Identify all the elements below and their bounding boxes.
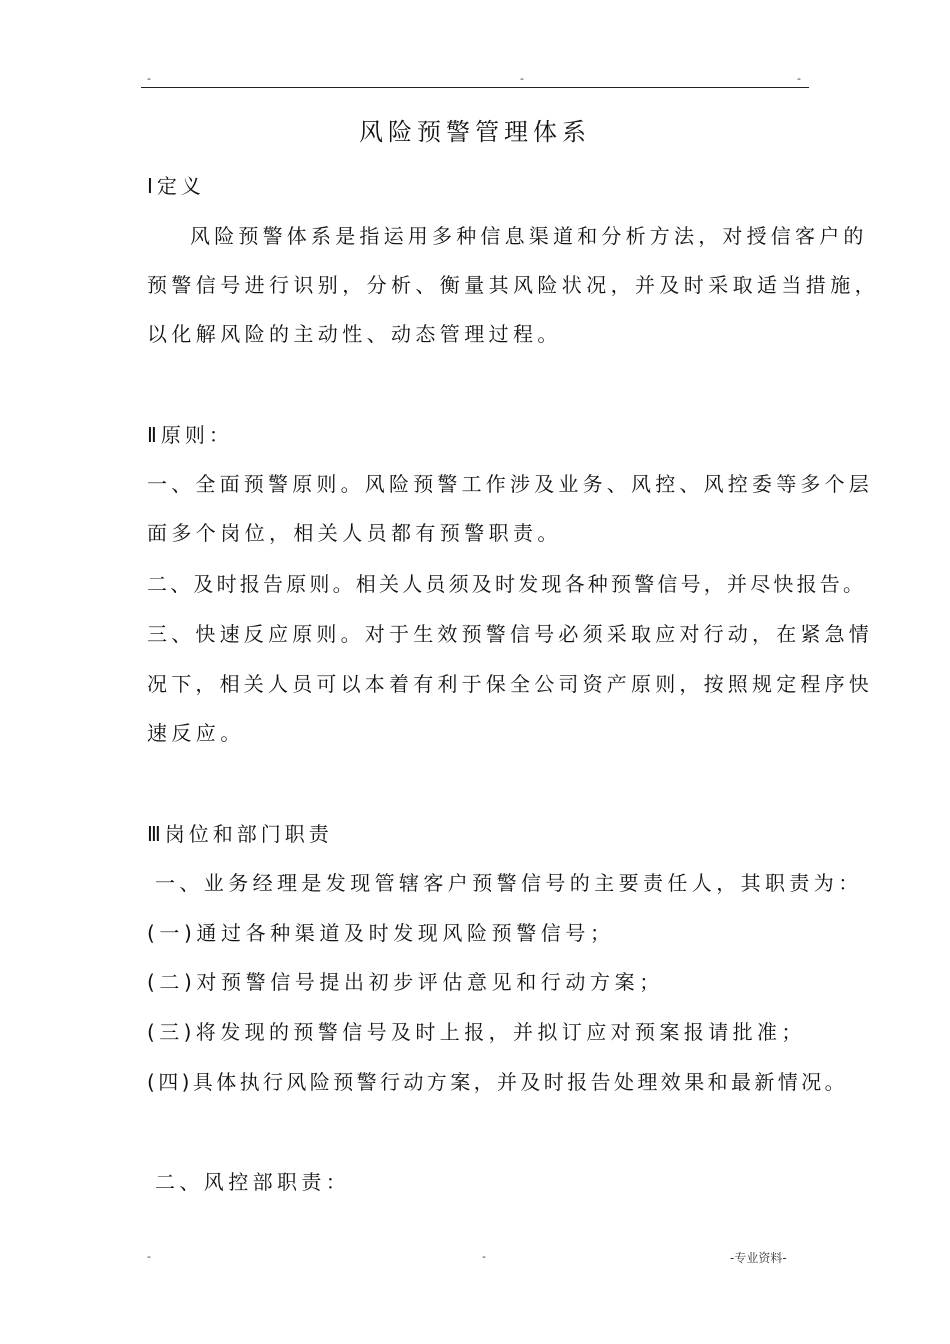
definition-line-1: 风险预警体系是指运用多种信息渠道和分析方法，对授信客户的 (190, 224, 868, 248)
definition-line-3: 以化解风险的主动性、动态管理过程。 (147, 322, 562, 346)
header-mark-center: - (520, 72, 524, 85)
principles-line-6: 速反应。 (147, 721, 245, 745)
header-rule (141, 87, 809, 88)
risk-dept-heading: 二、风控部职责： (155, 1170, 351, 1194)
principles-line-4: 三、快速反应原则。对于生效预警信号必须采取应对行动，在紧急情 (147, 622, 873, 646)
footer-mark-center: - (482, 1250, 486, 1263)
duties-heading: Ⅲ岗位和部门职责 (147, 822, 333, 846)
footer-mark-left: - (147, 1250, 151, 1263)
header-mark-right: - (797, 72, 801, 85)
duties-line-5: (四)具体执行风险预警行动方案，并及时报告处理效果和最新情况。 (147, 1070, 849, 1094)
principles-line-1: 一、全面预警原则。风险预警工作涉及业务、风控、风控委等多个层 (147, 472, 873, 496)
document-title: 风险预警管理体系 (359, 118, 591, 146)
duties-line-3: (二)对预警信号提出初步评估意见和行动方案； (147, 970, 664, 994)
principles-line-2: 面多个岗位，相关人员都有预警职责。 (147, 521, 562, 545)
definition-line-2: 预警信号进行识别，分析、衡量其风险状况，并及时采取适当措施， (147, 273, 879, 297)
footer-label: -专业资料- (730, 1251, 787, 1265)
definition-heading: Ⅰ定义 (147, 174, 205, 198)
principles-line-5: 况下，相关人员可以本着有利于保全公司资产原则，按照规定程序快 (147, 672, 873, 696)
principles-heading: Ⅱ原则： (147, 423, 233, 447)
principles-line-3: 二、及时报告原则。相关人员须及时发现各种预警信号，并尽快报告。 (147, 572, 867, 596)
duties-line-1: 一、业务经理是发现管辖客户预警信号的主要责任人，其职责为： (155, 871, 863, 895)
header-mark-left: - (147, 72, 151, 85)
duties-line-2: (一)通过各种渠道及时发现风险预警信号； (147, 921, 615, 945)
duties-line-4: (三)将发现的预警信号及时上报，并拟订应对预案报请批准； (147, 1020, 806, 1044)
